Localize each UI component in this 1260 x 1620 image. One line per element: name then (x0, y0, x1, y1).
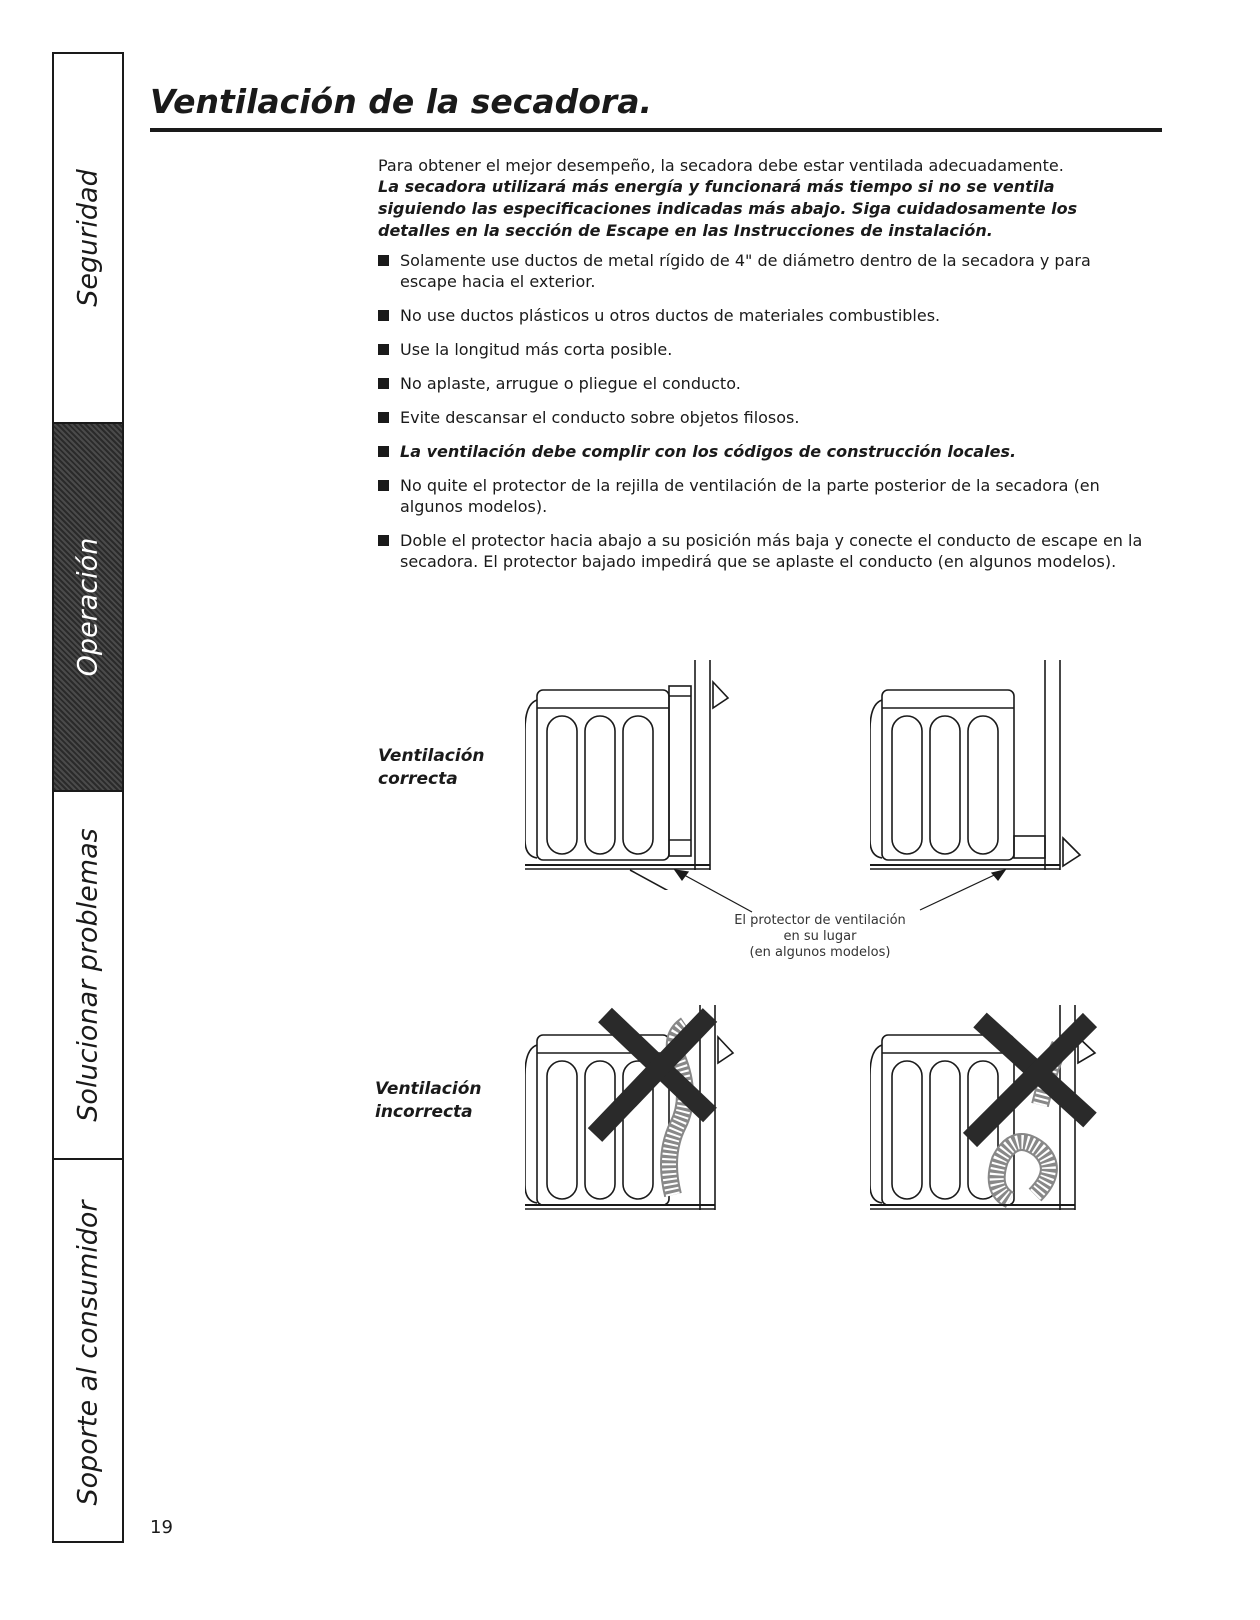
vent-guard-callout (700, 913, 940, 961)
tab-solucionar-problemas[interactable] (54, 792, 122, 1160)
incorrect-vent-coiled-illustration (870, 1005, 1110, 1230)
list-item: Doble el protector hacia abajo a su posición más baja y conecte el conducto de escape en la secadora. El protector bajado impedirá que se aplaste el conducto (en algunos modelos). (378, 530, 1148, 572)
correct-vent-label (378, 745, 528, 791)
tab-soporte-al-consumidor-label: Soporte al consumidor (72, 1199, 104, 1506)
list-item: Evite descansar el conducto sobre objetos filosos. (378, 407, 1148, 428)
page-title: Ventilación de la secadora. (150, 82, 652, 121)
body-content (378, 155, 1148, 585)
page-number: 19 (150, 1517, 173, 1538)
section-tabs (52, 52, 124, 1543)
tab-operacion[interactable] (54, 424, 122, 792)
list-item: No quite el protector de la rejilla de ventilación de la parte posterior de la secadora (en algunos modelos). (378, 475, 1148, 517)
incorrect-label-line2: incorrecta (375, 1102, 473, 1122)
tab-seguridad[interactable] (54, 54, 122, 424)
correct-vent-up-illustration (525, 660, 750, 890)
correct-label-line1: Ventilación (378, 746, 485, 766)
incorrect-vent-up-illustration (525, 1005, 755, 1230)
tab-seguridad-label: Seguridad (72, 169, 104, 307)
correct-label-line2: correcta (378, 769, 458, 789)
tab-soporte-al-consumidor[interactable] (54, 1160, 122, 1545)
vent-rules-list (378, 250, 1148, 572)
incorrect-vent-label (375, 1078, 525, 1124)
correct-vent-straight-illustration (870, 660, 1100, 890)
list-item: Use la longitud más corta posible. (378, 339, 1148, 360)
intro-warning: La secadora utilizará más energía y funcionará más tiempo si no se ventila siguiendo las especificaciones indicadas más abajo. Siga cuidadosamente los detalles en la sección de Escape en las Instrucciones de instalación. (378, 177, 1078, 240)
list-item: No aplaste, arrugue o pliegue el conducto. (378, 373, 1148, 394)
callout-line2: en su lugar (783, 929, 857, 944)
list-item: No use ductos plásticos u otros ductos de materiales combustibles. (378, 305, 1148, 326)
incorrect-label-line1: Ventilación (375, 1079, 482, 1099)
callout-line3: (en algunos modelos) (749, 945, 891, 960)
title-rule (150, 128, 1162, 132)
tab-solucionar-problemas-label: Solucionar problemas (72, 828, 104, 1122)
tab-operacion-label: Operación (72, 537, 104, 677)
intro-text: Para obtener el mejor desempeño, la secadora debe estar ventilada adecuadamente. (378, 156, 1064, 175)
list-item: Solamente use ductos de metal rígido de 4" de diámetro dentro de la secadora y para escape hacia el exterior. (378, 250, 1148, 292)
list-item: La ventilación debe complir con los códigos de construcción locales. (378, 441, 1148, 462)
callout-line1: El protector de ventilación (734, 913, 906, 928)
